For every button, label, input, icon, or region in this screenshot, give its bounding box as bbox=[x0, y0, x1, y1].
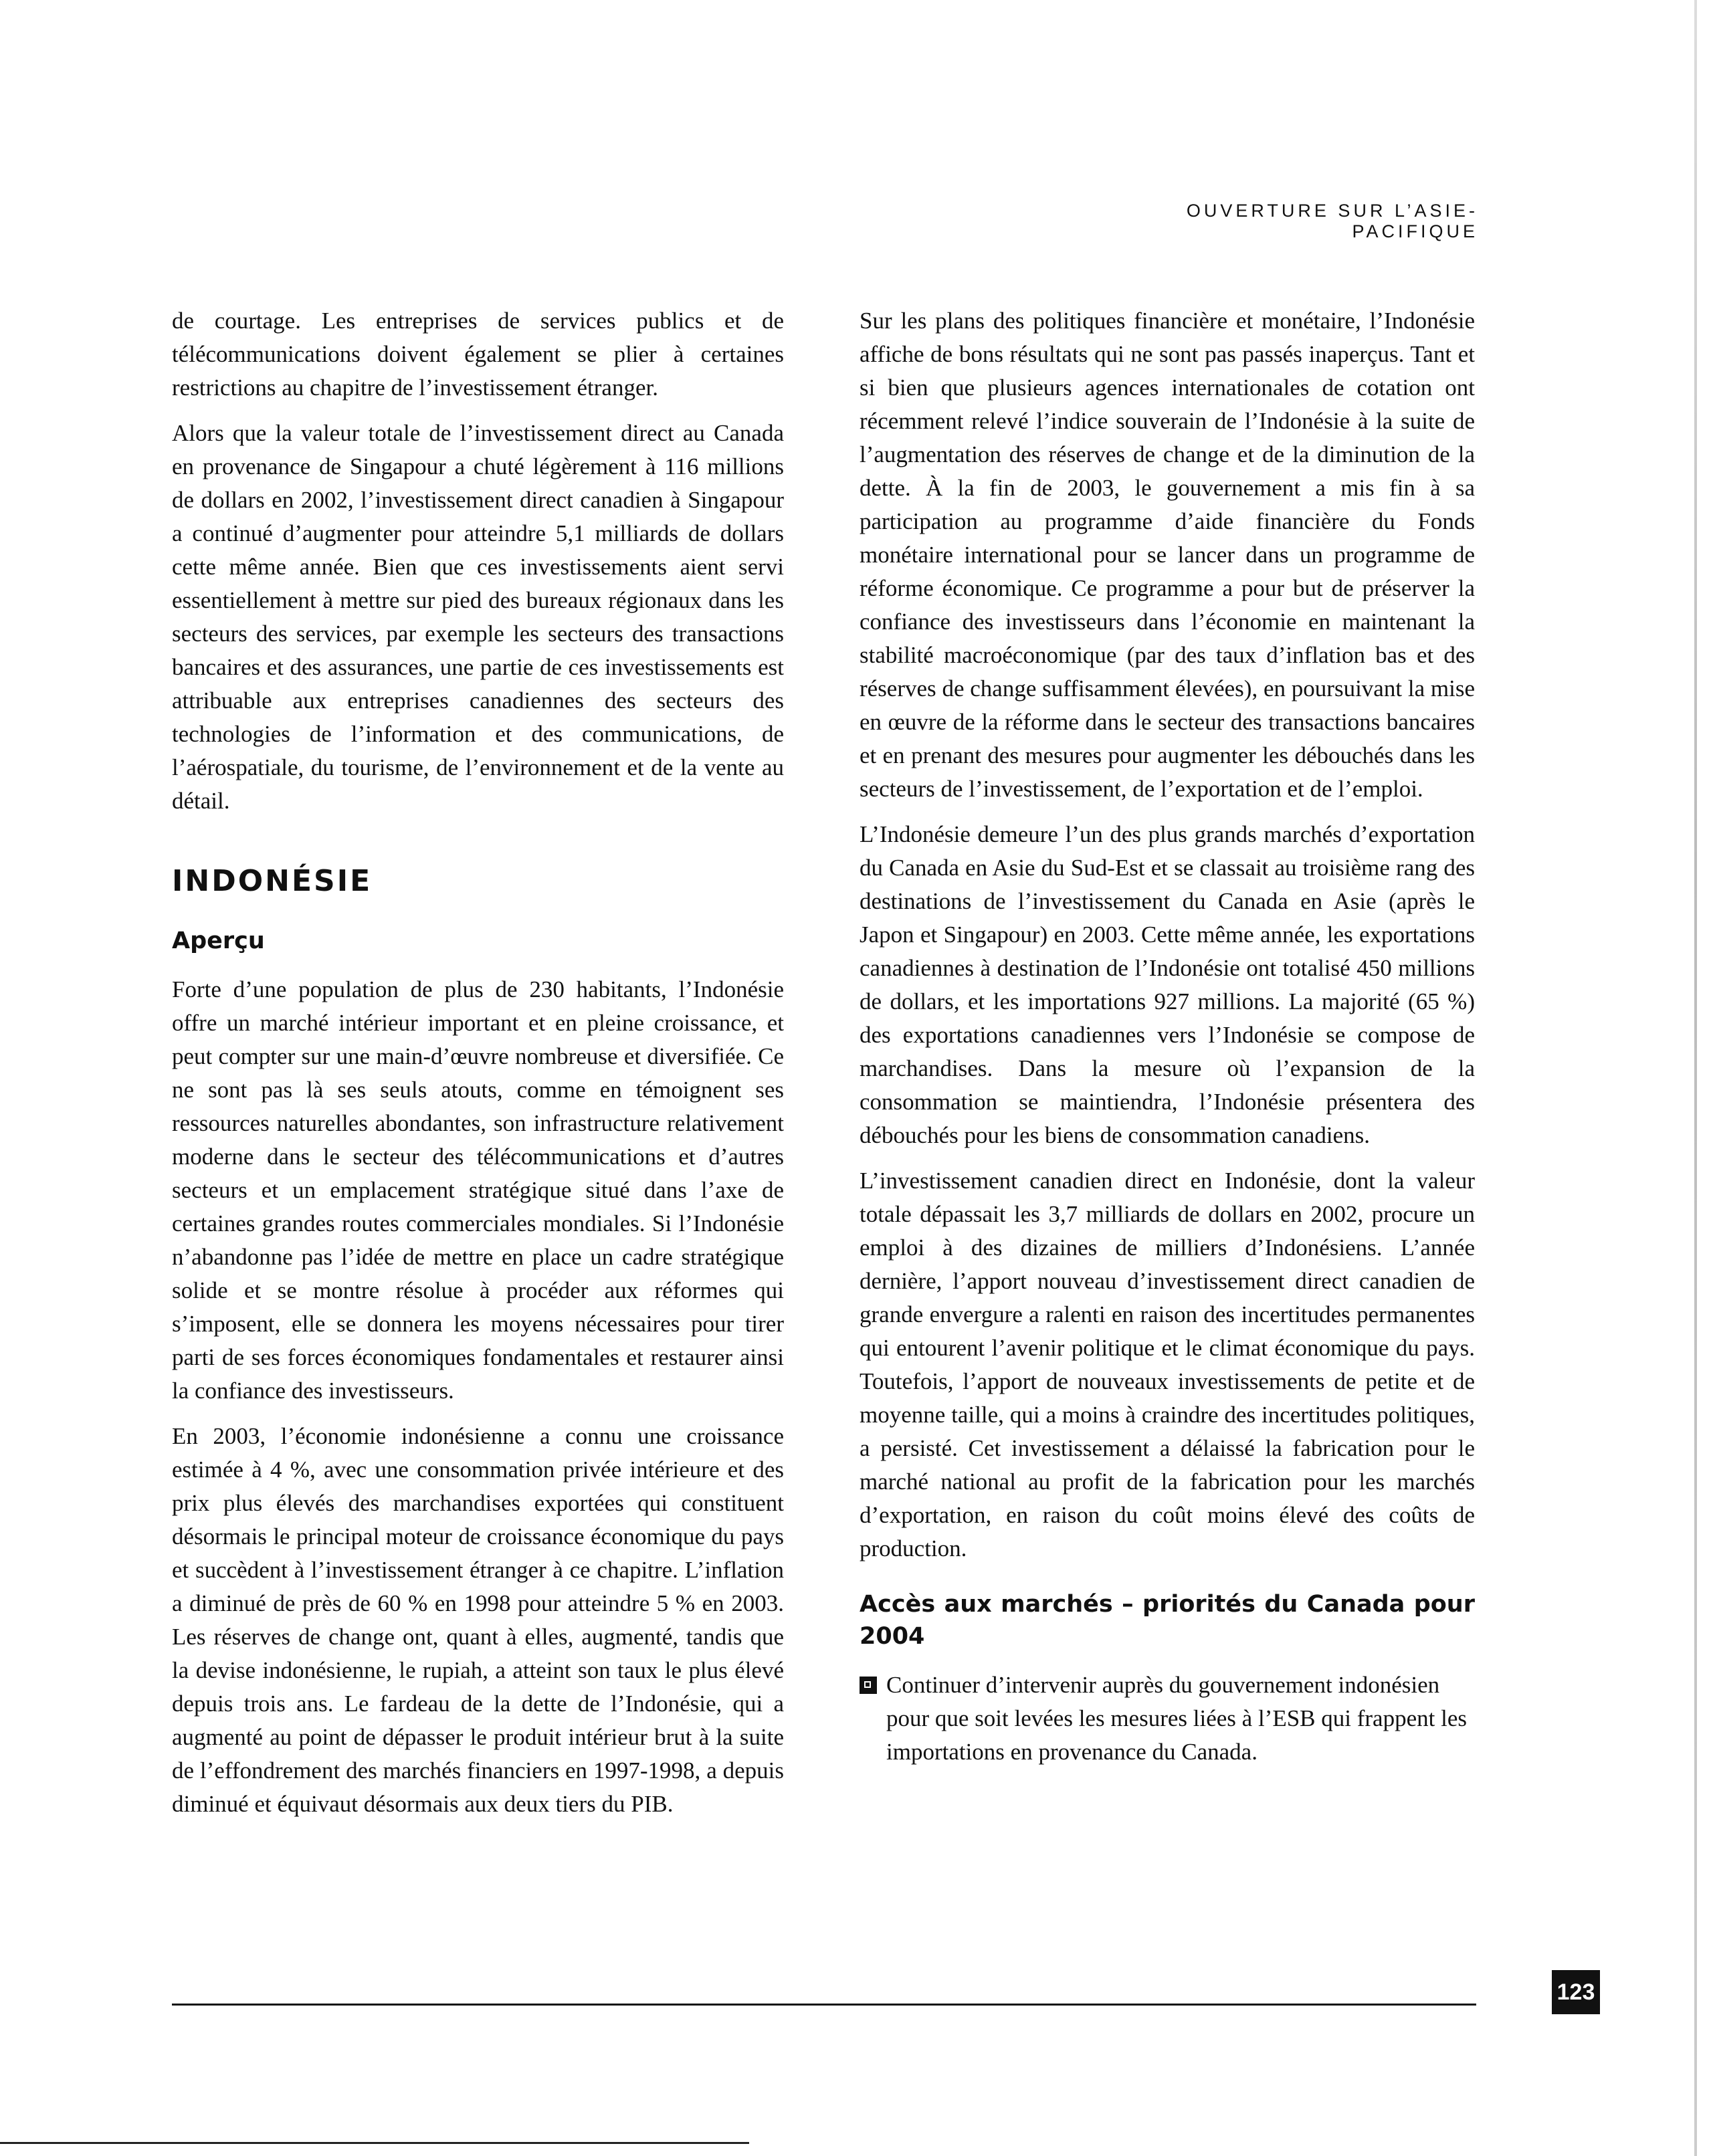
subheading: Accès aux marchés – priorités du Canada pour 2004 bbox=[860, 1591, 1475, 1650]
left-column bbox=[172, 304, 784, 1833]
paragraph: L’Indonésie demeure l’un des plus grands marchés d’exportation du Canada en Asie du Sud-Est et se classait au troisième rang des destinations de l’investissement du Canada en Asie (après le Japon et Singapour) en 2003. Cette même année, les exportations canadiennes à destination de l’Indonésie ont totalisé 450 millions de dollars, et les importations 927 millions. La majorité (65 %) des exportations canadiennes vers l’Indonésie se compose de marchandises. Dans la mesure où l’expansion de la consommation se maintiendra, l’Indonésie présentera des débouchés pour les biens de consommation canadiens. bbox=[860, 821, 1475, 1148]
paragraph: Sur les plans des politiques financière et monétaire, l’Indonésie affiche de bons résultats qui ne sont pas passés inaperçus. Tant et si bien que plusieurs agences internationales de cotation ont récemment relevé l’indice souverain de l’Indonésie à la suite de l’augmentation des réserves de change et de la diminution de la dette. À la fin de 2003, le gouvernement a mis fin à sa participation au programme d’aide financière du Fonds monétaire international pour se lancer dans un programme de réforme économique. Ce programme a pour but de préserver la confiance des investisseurs dans l’économie en maintenant la stabilité macroéconomique (par des taux d’inflation bas et des réserves de change suffisamment élevées), en poursuivant la mise en œuvre de la réforme dans le secteur des transactions bancaires et en prenant des mesures pour augmenter les débouchés dans les secteurs de l’investissement, de l’exportation et de l’emploi. bbox=[860, 308, 1475, 802]
paragraph: En 2003, l’économie indonésienne a connu une croissance estimée à 4 %, avec une consommation privée intérieure et des prix plus élevés des marchandises exportées qui constituent désormais le principal moteur de croissance économique du pays et succèdent à l’investissement étranger à ce chapitre. L’inflation a diminué de près de 60 % en 1998 pour atteindre 5 % en 2003. Les réserves de change ont, quant à elles, augmenté, tandis que la devise indonésienne, le rupiah, a atteint son taux le plus élevé depuis trois ans. Le fardeau de la dette de l’Indonésie, qui a augmenté au point de dépasser le produit intérieur brut à la suite de l’effondrement des marchés financiers en 1997-1998, a depuis diminué et équivaut désormais aux deux tiers du PIB. bbox=[172, 1423, 784, 1817]
right-column bbox=[860, 304, 1475, 1769]
bullet-text: Continuer d’intervenir auprès du gouvernement indonésien pour que soit levées les mesures liées à l’ESB qui frappent les importations en provenance du Canada. bbox=[886, 1672, 1467, 1765]
paragraph: Forte d’une population de plus de 230 habitants, l’Indonésie offre un marché intérieur important et en pleine croissance, et peut compter sur une main-d’œuvre nombreuse et diversifiée. Ce ne sont pas là ses seuls atouts, comme en témoignent ses ressources naturelles abondantes, son infrastructure relativement moderne dans le secteur des télécommunications et d’autres secteurs et un emplacement stratégique situé dans l’axe de certaines grandes routes commerciales mondiales. Si l’Indonésie n’abandonne pas l’idée de mettre en place un cadre stratégique solide et se montre résolue à procéder aux réformes qui s’imposent, elle se donnera les moyens nécessaires pour tirer parti de ses forces économiques fondamentales et restaurer ainsi la confiance des investisseurs. bbox=[172, 976, 784, 1404]
section-heading: INDONÉSIE bbox=[172, 864, 373, 898]
footer-rule bbox=[172, 2004, 1476, 2006]
bullet-item bbox=[860, 1668, 1475, 1769]
paragraph: de courtage. Les entreprises de services publics et de télécommunications doivent également se plier à certaines restrictions au chapitre de l’investissement étranger. bbox=[172, 308, 784, 401]
square-bullet-icon bbox=[860, 1677, 877, 1694]
page-number: 123 bbox=[1552, 1970, 1600, 2014]
running-head: OUVERTURE SUR L’ASIE-PACIFIQUE bbox=[1186, 201, 1478, 241]
paragraph: L’investissement canadien direct en Indonésie, dont la valeur totale dépassait les 3,7 milliards de dollars en 2002, procure un emploi à des dizaines de milliers d’Indonésiens. L’année dernière, l’apport nouveau d’investissement direct canadien de grande envergure a ralenti en raison des incertitudes permanentes qui entourent l’avenir politique et le climat économique du pays. Toutefois, l’apport de nouveaux investissements de petite et de moyenne taille, qui a moins à craindre des incertitudes politiques, a persisté. Cet investissement a délaissé la fabrication pour le marché national au profit de la fabrication pour les marchés d’exportation, en raison du coût moins élevé des coûts de production. bbox=[860, 1168, 1475, 1561]
scan-edge-bottom bbox=[0, 2142, 749, 2144]
scan-edge bbox=[1694, 0, 1697, 2156]
subheading: Aperçu bbox=[172, 928, 265, 954]
paragraph: Alors que la valeur totale de l’investissement direct au Canada en provenance de Singapour a chuté légèrement à 116 millions de dollars en 2002, l’investissement direct canadien à Singapour a continué d’augmenter pour atteindre 5,1 milliards de dollars cette même année. Bien que ces investissements aient servi essentiellement à mettre sur pied des bureaux régionaux dans les secteurs des services, par exemple les secteurs des transactions bancaires et des assurances, une partie de ces investissements est attribuable aux entreprises canadiennes des secteurs des technologies de l’information et des communications, de l’aérospatiale, du tourisme, de l’environnement et de la vente au détail. bbox=[172, 420, 784, 814]
